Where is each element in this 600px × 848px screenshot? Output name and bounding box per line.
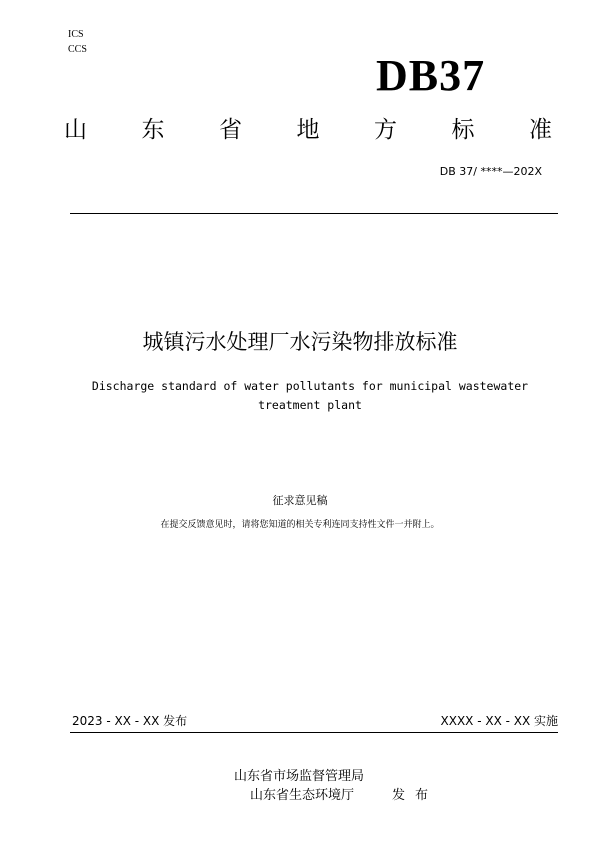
header-divider (70, 213, 558, 214)
db37-logo: DB37 (376, 51, 486, 100)
standard-number: DB 37/ ****—202X (439, 165, 542, 178)
issue-action: 发布 (392, 788, 439, 803)
standard-type-char: 东 (141, 117, 165, 143)
implementation-date: XXXX - XX - XX 实施 (440, 714, 558, 728)
standard-type-heading (64, 114, 552, 146)
title-chinese: 城镇污水处理厂水污染物排放标准 (142, 330, 458, 354)
standard-type-char: 地 (296, 117, 320, 143)
title-english: Discharge standard of water pollutants for municipal wastewater treatment plant (91, 379, 529, 412)
issue-date: 2023 - XX - XX 发布 (72, 714, 188, 728)
standard-type-char: 准 (529, 117, 552, 143)
draft-stage: 征求意见稿 (272, 494, 328, 507)
issuer-ecology-environment: 山东省生态环境厅 (250, 788, 355, 803)
issuer-market-regulation: 山东省市场监督管理局 (234, 769, 365, 784)
ics-label: ICS (68, 29, 84, 40)
standard-type-char: 标 (451, 117, 475, 143)
standard-type-char: 省 (219, 117, 242, 143)
ccs-label: CCS (68, 44, 87, 55)
standard-type-char: 山 (64, 117, 87, 143)
footer-divider (70, 732, 558, 733)
standard-type-char: 方 (374, 117, 397, 143)
patent-note: 在提交反馈意见时，请将您知道的相关专利连同支持性文件一并附上。 (160, 520, 440, 530)
